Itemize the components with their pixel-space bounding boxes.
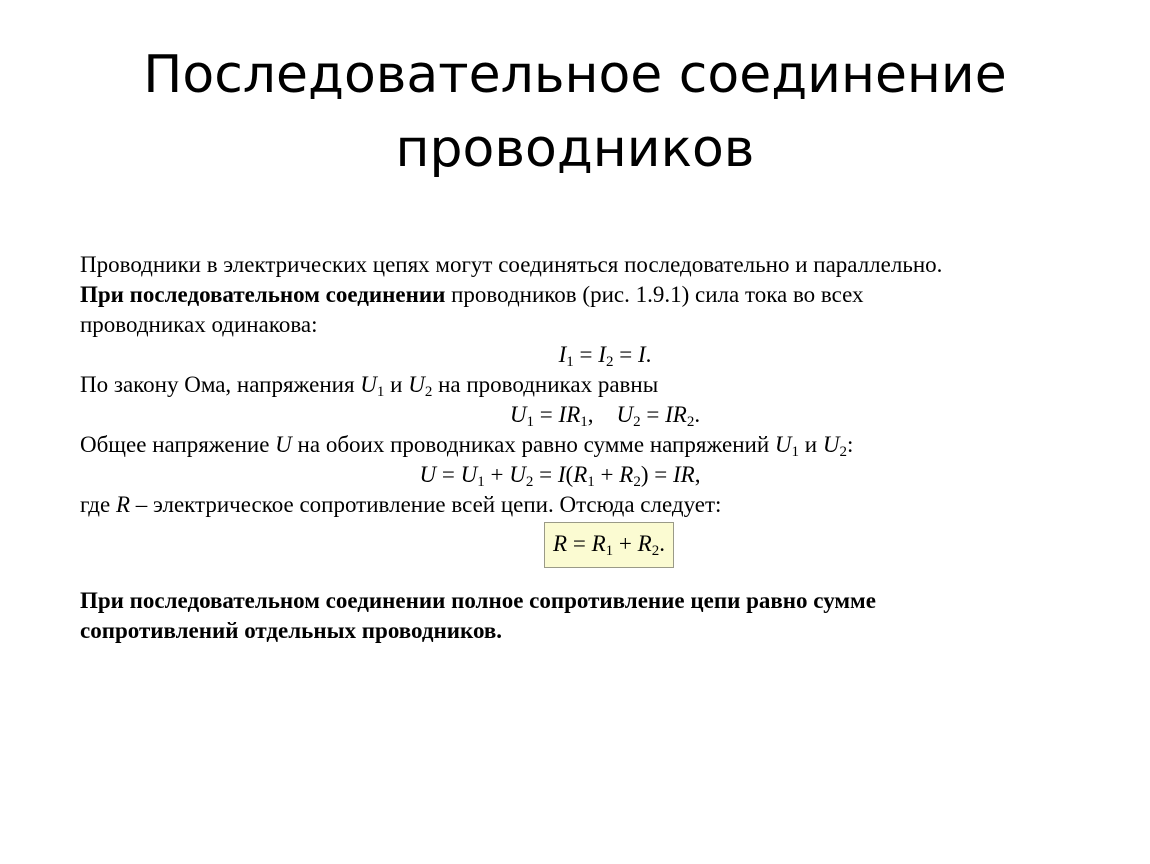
symbol: U bbox=[408, 372, 425, 397]
paragraph-intro: Проводники в электрических цепях могут соединяться последовательно и параллельно. bbox=[80, 252, 943, 277]
subscript: 2 bbox=[633, 414, 641, 430]
symbol: I bbox=[558, 342, 567, 367]
operator: = bbox=[533, 462, 558, 487]
subscript: 2 bbox=[839, 444, 847, 460]
text: на проводниках равны bbox=[432, 372, 659, 397]
formula-total-voltage bbox=[80, 460, 1130, 490]
symbol: U bbox=[275, 432, 292, 457]
subscript: 2 bbox=[651, 543, 660, 559]
subscript: 2 bbox=[424, 384, 433, 400]
subscript: 2 bbox=[525, 474, 534, 490]
subscript: 2 bbox=[686, 414, 695, 430]
paragraph-ohm-law bbox=[80, 370, 1130, 400]
text: Общее напряжение bbox=[80, 432, 276, 457]
symbol: IR bbox=[665, 402, 687, 427]
symbol: I bbox=[637, 342, 646, 367]
symbol: U bbox=[419, 462, 437, 487]
formula-total-resistance-box bbox=[544, 522, 674, 568]
paragraph-resistance bbox=[80, 490, 1130, 520]
formula-total-resistance-wrap bbox=[80, 522, 1130, 568]
paragraph-series-current-rest: проводников (рис. 1.9.1) сила тока во всех bbox=[445, 282, 864, 307]
operator: = bbox=[534, 402, 559, 427]
subscript: 1 bbox=[376, 384, 385, 400]
paragraph-series-current bbox=[80, 280, 1130, 310]
text: где bbox=[80, 492, 116, 517]
operator: = bbox=[567, 531, 592, 556]
conclusion-line-2: сопротивлений отдельных проводников. bbox=[80, 618, 503, 643]
paragraph-series-current-cont: проводниках одинакова: bbox=[80, 312, 318, 337]
symbol: U bbox=[616, 402, 634, 427]
subscript: 1 bbox=[477, 474, 485, 490]
slide-title-line-2: проводников bbox=[395, 119, 755, 179]
formula-current-equality bbox=[80, 340, 1130, 370]
symbol: R bbox=[573, 462, 588, 487]
symbol: U bbox=[822, 432, 840, 457]
operator: + bbox=[484, 462, 510, 487]
text: По закону Ома, напряжения bbox=[80, 372, 361, 397]
subscript: 1 bbox=[526, 414, 535, 430]
conclusion-line-1: При последовательном соединении полное сопротивление цепи равно сумме bbox=[80, 588, 876, 613]
subscript: 1 bbox=[605, 543, 614, 559]
paragraph-total-voltage bbox=[80, 430, 1130, 460]
text: на обоих проводниках равно сумме напряжений bbox=[291, 432, 775, 457]
subscript: 2 bbox=[633, 474, 641, 490]
subscript: 1 bbox=[566, 354, 574, 370]
subscript: 1 bbox=[791, 444, 800, 460]
punctuation: . bbox=[659, 531, 665, 556]
operator: + bbox=[594, 462, 620, 487]
symbol: IR bbox=[672, 462, 695, 487]
punctuation: . bbox=[645, 342, 652, 367]
slide-title-line-1: Последовательное соединение bbox=[143, 45, 1007, 105]
punctuation: , bbox=[694, 462, 701, 487]
punctuation: : bbox=[846, 432, 854, 457]
symbol: U bbox=[360, 372, 377, 397]
slide-title bbox=[0, 38, 1150, 186]
symbol: I bbox=[557, 462, 566, 487]
symbol: U bbox=[460, 462, 478, 487]
formula-voltages bbox=[80, 400, 1130, 430]
operator: = bbox=[573, 342, 599, 367]
slide-body bbox=[80, 250, 1130, 646]
separator: , bbox=[587, 402, 617, 427]
symbol: R bbox=[619, 462, 634, 487]
conclusion-cont bbox=[80, 616, 1130, 646]
operator: = bbox=[640, 402, 666, 427]
operator: = bbox=[436, 462, 461, 487]
subscript: 1 bbox=[580, 414, 588, 430]
text: и bbox=[799, 432, 823, 457]
paren: ( bbox=[565, 462, 574, 487]
symbol: R bbox=[637, 531, 652, 556]
symbol: U bbox=[774, 432, 792, 457]
symbol: IR bbox=[558, 402, 581, 427]
symbol: R bbox=[591, 531, 606, 556]
symbol: R bbox=[115, 492, 131, 517]
series-connection-bold-term: При последовательном соединении bbox=[80, 282, 446, 307]
symbol: I bbox=[598, 342, 606, 367]
subscript: 2 bbox=[605, 354, 614, 370]
conclusion bbox=[80, 586, 1130, 616]
punctuation: . bbox=[694, 402, 701, 427]
paren: ) bbox=[640, 462, 649, 487]
symbol: U bbox=[509, 402, 527, 427]
operator: = bbox=[613, 342, 638, 367]
operator: + bbox=[613, 531, 638, 556]
subscript: 1 bbox=[587, 474, 595, 490]
symbol: U bbox=[509, 462, 526, 487]
text: – электрическое сопротивление всей цепи. Отсюда следует: bbox=[130, 492, 722, 517]
operator: = bbox=[648, 462, 673, 487]
symbol: R bbox=[553, 531, 568, 556]
text: и bbox=[384, 372, 409, 397]
